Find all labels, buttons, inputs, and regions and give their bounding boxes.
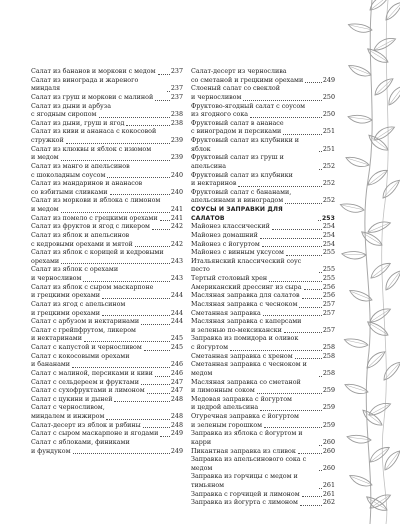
page-number: 257 (322, 326, 335, 334)
dot-leader (319, 169, 322, 170)
page-number: 246 (170, 361, 183, 369)
page-number: 241 (170, 214, 183, 222)
dot-leader (272, 229, 322, 230)
entry-title: Салат из дыни, груш и ягод (31, 119, 125, 127)
entry-title: Салат из яблок и апельсинов (31, 231, 130, 239)
page-number: 256 (322, 283, 335, 291)
entry-title: Фруктовый салат с бананами, (191, 188, 292, 196)
dot-leader (318, 220, 321, 221)
dot-leader (295, 358, 322, 359)
page-number: 241 (170, 206, 183, 213)
dot-leader (286, 255, 322, 256)
page-number: 258 (322, 344, 335, 351)
entry-title: Медовая заправка с йогуртом (191, 395, 292, 403)
toc-entry (191, 353, 335, 362)
leaf-ornament (338, 0, 400, 524)
dot-leader (99, 117, 170, 118)
dot-leader (61, 160, 170, 161)
toc-entry (31, 439, 183, 456)
page-number: 238 (170, 111, 183, 119)
page-number: 260 (322, 438, 335, 446)
entry-title: Салат из ягод с апельсином (31, 300, 126, 308)
dot-leader (107, 177, 169, 178)
entry-title: Слоеный салат со свеклой (191, 85, 280, 93)
dot-leader (262, 246, 322, 247)
entry-title: Салат с арбузом и нектаринами (31, 318, 140, 326)
page-number: 242 (170, 240, 183, 248)
entry-title: миндалем и инжиром (31, 413, 105, 420)
entry-title: Заправка из апельсинового сока с медом (191, 456, 307, 472)
page-number: 237 (170, 93, 183, 101)
page-number: 251 (322, 145, 335, 153)
page-number: 248 (170, 413, 183, 420)
toc-entry (31, 68, 183, 77)
entry-title: Салат из мандаринов и ананасов (31, 180, 143, 188)
toc-entry (191, 413, 335, 430)
entry-title: Огуречная заправка с йогуртом (191, 413, 299, 420)
page-number: 247 (170, 378, 183, 386)
page-number: 240 (170, 188, 183, 196)
entry-title: из ягодного сока (191, 111, 249, 119)
page-number: 254 (322, 223, 335, 231)
dot-leader (73, 453, 170, 454)
dot-leader (260, 410, 322, 411)
entry-title: Салат с цукини и дыней (31, 395, 113, 403)
dot-leader (298, 453, 322, 454)
entry-title: Салат с яблоками, финиками (31, 438, 130, 446)
dot-leader (106, 419, 169, 420)
entry-title: Салат из яблок с корицей и кедровыми (31, 249, 164, 257)
page-number: 244 (170, 309, 183, 317)
entry-title: Масляная заправка со сметаной (191, 378, 301, 386)
toc-entry (31, 77, 183, 94)
toc-entry (191, 223, 335, 232)
page-number: 256 (322, 292, 335, 300)
entry-title: Салат с малиной, персиками и киви (31, 369, 153, 377)
entry-title: Салат из манго и апельсинов (31, 162, 130, 170)
dot-leader (143, 427, 170, 428)
dot-leader (230, 350, 322, 351)
toc-entry (31, 396, 183, 405)
page-number: 253 (321, 214, 335, 222)
page-number: 257 (322, 309, 335, 317)
page-number: 251 (322, 128, 335, 136)
dot-leader (152, 229, 170, 230)
dot-leader (243, 100, 321, 101)
entry-title: Заправка из йогурта с лимоном (191, 499, 298, 507)
entry-title: Салат-десерт из чернослива (191, 68, 287, 75)
dot-leader (283, 134, 322, 135)
dot-leader (84, 341, 170, 342)
entry-title: Заправка из помидора и оливок (191, 335, 299, 343)
entry-title: Салат с черносливом, (31, 404, 105, 412)
entry-title: Фруктовый салат из груш и апельсина (191, 154, 284, 170)
entry-title: Майонез с йогуртом (191, 240, 260, 248)
toc-entry (31, 180, 183, 197)
page-number: 237 (170, 68, 183, 75)
dot-leader (260, 238, 322, 239)
entry-title: Салат с сыром маскарпоне и ягодами (31, 430, 159, 438)
dot-leader (167, 91, 170, 92)
toc-entry (31, 353, 183, 370)
dot-leader (285, 203, 322, 204)
dot-leader (141, 324, 170, 325)
toc-entry (31, 387, 183, 396)
entry-title: Масляная заправка для салатов (191, 292, 300, 300)
toc-entry (191, 292, 335, 301)
toc-entry (31, 430, 183, 439)
entry-title: и фундуком (31, 447, 71, 455)
dot-leader (144, 350, 170, 351)
toc-entry (191, 456, 335, 473)
toc-entry (31, 128, 183, 145)
page-number: 249 (170, 447, 183, 455)
toc-entry (191, 189, 335, 206)
entry-title: Салат из винограда и жареного миндаля (31, 76, 139, 93)
page-number: 258 (322, 369, 335, 377)
toc-entry (191, 448, 335, 457)
dot-leader (319, 272, 322, 273)
toc-entry (191, 172, 335, 189)
page-number: 254 (322, 231, 335, 239)
entry-title: Фруктовый салат из клубники (191, 171, 293, 179)
entry-title: и черносливом (31, 275, 82, 282)
entry-title: апельсинами и виноградом (191, 197, 284, 205)
page-number: 245 (170, 335, 183, 343)
entry-title: Салат из моркови и яблока с лимоном (31, 197, 161, 205)
entry-title: СОУСЫ И ЗАПРАВКИ ДЛЯ САЛАТОВ (191, 206, 283, 222)
entry-title: Салат с грейпфрутом, ликером (31, 326, 136, 334)
entry-title: Салат из киви и ананаса с кокосовой (31, 128, 157, 136)
entry-title: Майонез с винным уксусом (191, 249, 284, 257)
entry-title: Салат с сельдереем и фруктами (31, 378, 139, 386)
page-number: 261 (322, 490, 335, 498)
entry-title: Итальянский классический соус песто (191, 257, 302, 274)
page-number: 260 (322, 447, 335, 455)
toc-entry (31, 344, 183, 353)
entry-title: Салат с капустой и черносливом (31, 344, 142, 351)
page-number: 254 (322, 240, 335, 248)
dot-leader (102, 315, 170, 316)
toc-entry (31, 103, 183, 120)
entry-title: со взбитыми сливками (31, 188, 108, 196)
dot-leader (319, 151, 322, 152)
dot-leader (299, 307, 322, 308)
entry-title: и черносливом (191, 93, 242, 101)
toc-entry (31, 232, 183, 249)
entry-title: орехами (31, 257, 60, 265)
entry-title: Американский дрессинг из сыра (191, 283, 302, 291)
dot-leader (319, 488, 322, 489)
toc-entry (191, 275, 335, 284)
dot-leader (302, 496, 322, 497)
page-number: 239 (170, 137, 183, 144)
toc-entry (191, 103, 335, 120)
entry-title: с йогуртом (191, 344, 228, 351)
entry-title: и зеленью по-мексикански (191, 326, 282, 334)
toc-entry (191, 499, 335, 508)
toc-entry (31, 284, 183, 301)
entry-title: Масляная заправка с чесноком (191, 300, 298, 308)
page-number: 255 (322, 249, 335, 257)
entry-title: Салат с кокосовыми орехами (31, 352, 130, 360)
toc-entry (31, 163, 183, 180)
toc-entry (191, 154, 335, 171)
entry-title: с ягодным сиропом (31, 111, 97, 119)
page-number: 240 (170, 171, 183, 179)
toc-entry (191, 473, 335, 490)
page-number: 258 (322, 352, 335, 360)
page-number: 239 (170, 154, 183, 162)
toc-entry (191, 361, 335, 378)
page-number: 260 (322, 464, 335, 472)
page-number: 249 (170, 430, 183, 438)
toc-entry (31, 197, 183, 214)
entry-title: и медом (31, 206, 59, 213)
entry-title: стружкой (31, 137, 64, 144)
toc-entry (31, 120, 183, 129)
dot-leader (61, 212, 170, 213)
toc-entry (191, 379, 335, 396)
page-number: 250 (322, 111, 335, 119)
dot-leader (305, 82, 322, 83)
toc-entry (31, 370, 183, 379)
toc-entry (191, 335, 335, 352)
entry-title: и зеленым горошком (191, 421, 263, 429)
entry-title: с шоколадным соусом (31, 171, 106, 179)
entry-title: Салат из яблок с сыром маскарпоне (31, 283, 154, 291)
toc-entry (31, 266, 183, 283)
entry-title: Салат из фруктов и ягод с ликером (31, 223, 150, 231)
toc-entry (31, 146, 183, 163)
entry-title: Салат из яблок с орехами (31, 266, 119, 274)
dot-leader (319, 470, 322, 471)
toc-right-column (191, 68, 335, 508)
page-number: 246 (170, 369, 183, 377)
dot-leader (158, 74, 170, 75)
entry-title: и цедрой апельсина (191, 404, 259, 412)
dot-leader (155, 376, 170, 377)
dot-leader (304, 289, 322, 290)
toc-entry (191, 85, 335, 102)
dot-leader (83, 281, 169, 282)
toc-entry (191, 249, 335, 258)
toc-entry (31, 249, 183, 266)
toc-entry (31, 223, 183, 232)
entry-title: Салат из помело с грецкими орехами (31, 214, 158, 222)
toc-entry (191, 284, 335, 293)
entry-title: Салат с сухофруктами и лимоном (31, 387, 145, 395)
page-number: 238 (170, 119, 183, 127)
toc-entry (31, 301, 183, 318)
page-number: 255 (322, 266, 335, 274)
page-number: 259 (322, 421, 335, 429)
toc-entry (31, 94, 183, 103)
dot-leader (319, 445, 322, 446)
toc-entry (191, 491, 335, 500)
dot-leader (238, 186, 321, 187)
toc-entry (31, 327, 183, 344)
page-number: 252 (322, 162, 335, 170)
entry-title: Заправка из горчицы с медом и тимьяном (191, 473, 298, 489)
toc-entry (191, 137, 335, 154)
toc-entry (191, 120, 335, 137)
entry-title: со сметаной и грецкими орехами (191, 76, 304, 84)
entry-title: Пикантная заправка из сливок (191, 447, 296, 455)
entry-title: Фруктовый салат из клубники и яблок (191, 137, 300, 153)
dot-leader (126, 125, 169, 126)
toc-entry (31, 318, 183, 327)
dot-leader (263, 315, 322, 316)
page-number: 243 (170, 257, 183, 265)
toc-entry (191, 241, 335, 250)
dot-leader (269, 281, 322, 282)
entry-title: Салат из груш и моркови с малиной (31, 93, 154, 101)
entry-title: Салат из дыни и арбуза (31, 102, 111, 110)
dot-leader (102, 298, 170, 299)
page-number: 243 (170, 275, 183, 282)
dot-leader (110, 194, 170, 195)
entry-title: Сметанная заправка (191, 309, 261, 317)
page-number: 262 (322, 499, 335, 507)
dot-leader (114, 401, 169, 402)
entry-title: Майонез классический (191, 223, 270, 231)
toc-entry (191, 232, 335, 241)
dot-leader (250, 117, 322, 118)
page-number: 257 (322, 300, 335, 308)
dot-leader (160, 436, 170, 437)
toc-entry (191, 318, 335, 335)
entry-title: Тертый столовый хрен (191, 275, 268, 282)
entry-title: Фруктово-ягодный салат с соусом (191, 102, 306, 110)
entry-title: Сметанная заправка с хреном (191, 352, 293, 360)
page-number: 259 (322, 387, 335, 395)
dot-leader (302, 298, 322, 299)
page-number: 244 (170, 292, 183, 300)
dot-leader (284, 332, 322, 333)
entry-title: Заправка с горчицей и лимоном (191, 490, 300, 498)
page-number: 244 (170, 318, 183, 326)
dot-leader (147, 393, 170, 394)
entry-title: и нектаринами (31, 335, 82, 343)
dot-leader (264, 427, 322, 428)
dot-leader (66, 143, 170, 144)
entry-title: Фруктовый салат в ананасе (191, 119, 284, 127)
dot-leader (300, 505, 322, 506)
dot-leader (160, 220, 170, 221)
page-number: 261 (322, 482, 335, 489)
dot-leader (72, 367, 170, 368)
page-number: 248 (170, 421, 183, 429)
page-number: 242 (170, 223, 183, 231)
entry-title: Салат из клюквы и яблок с изюмом (31, 145, 152, 153)
page-number: 252 (322, 180, 335, 188)
toc-entry (31, 379, 183, 388)
entry-title: Масляная заправка с каперсами (191, 318, 302, 326)
toc-entry (191, 310, 335, 319)
page-number: 255 (322, 275, 335, 282)
entry-title: и грецкими орехами (31, 292, 100, 300)
entry-title: и лимонным соком (191, 387, 255, 395)
toc-entry (191, 258, 335, 275)
toc-entry (31, 215, 183, 224)
toc-left-column (31, 68, 183, 456)
entry-title: и бананами (31, 361, 71, 369)
entry-title: и нектаринов (191, 180, 237, 188)
entry-title: Майонез домашний (191, 231, 258, 239)
toc-entry (31, 422, 183, 431)
dot-leader (141, 384, 170, 385)
dot-leader (135, 246, 170, 247)
page-number: 237 (170, 85, 183, 93)
page-number: 259 (322, 404, 335, 412)
page-number: 245 (170, 344, 183, 351)
page-number: 252 (322, 197, 335, 205)
entry-title: и медом (31, 154, 59, 162)
dot-leader (319, 376, 322, 377)
toc-entry (191, 396, 335, 413)
entry-title: Салат из бананов и моркови с медом (31, 68, 156, 75)
toc-entry (191, 430, 335, 447)
entry-title: с виноградом и персиками (191, 128, 282, 136)
dot-leader (257, 393, 322, 394)
entry-title: с кедровыми орехами и мятой (31, 240, 133, 248)
page-number: 248 (170, 395, 183, 403)
page-number: 250 (322, 93, 335, 101)
page-number: 249 (322, 76, 335, 84)
page-number: 247 (170, 387, 183, 395)
toc-entry (31, 404, 183, 421)
entry-title: Сметанная заправка с чесноком и медом (191, 361, 307, 377)
dot-leader (155, 100, 170, 101)
toc-entry (191, 301, 335, 310)
section-heading (191, 206, 335, 223)
dot-leader (61, 263, 170, 264)
toc-entry (191, 68, 335, 85)
entry-title: и грецкими орехами (31, 309, 100, 317)
entry-title: Салат-десерт из яблок и рябины (31, 421, 141, 429)
entry-title: Заправка из яблока с йогуртом и карри (191, 430, 303, 446)
